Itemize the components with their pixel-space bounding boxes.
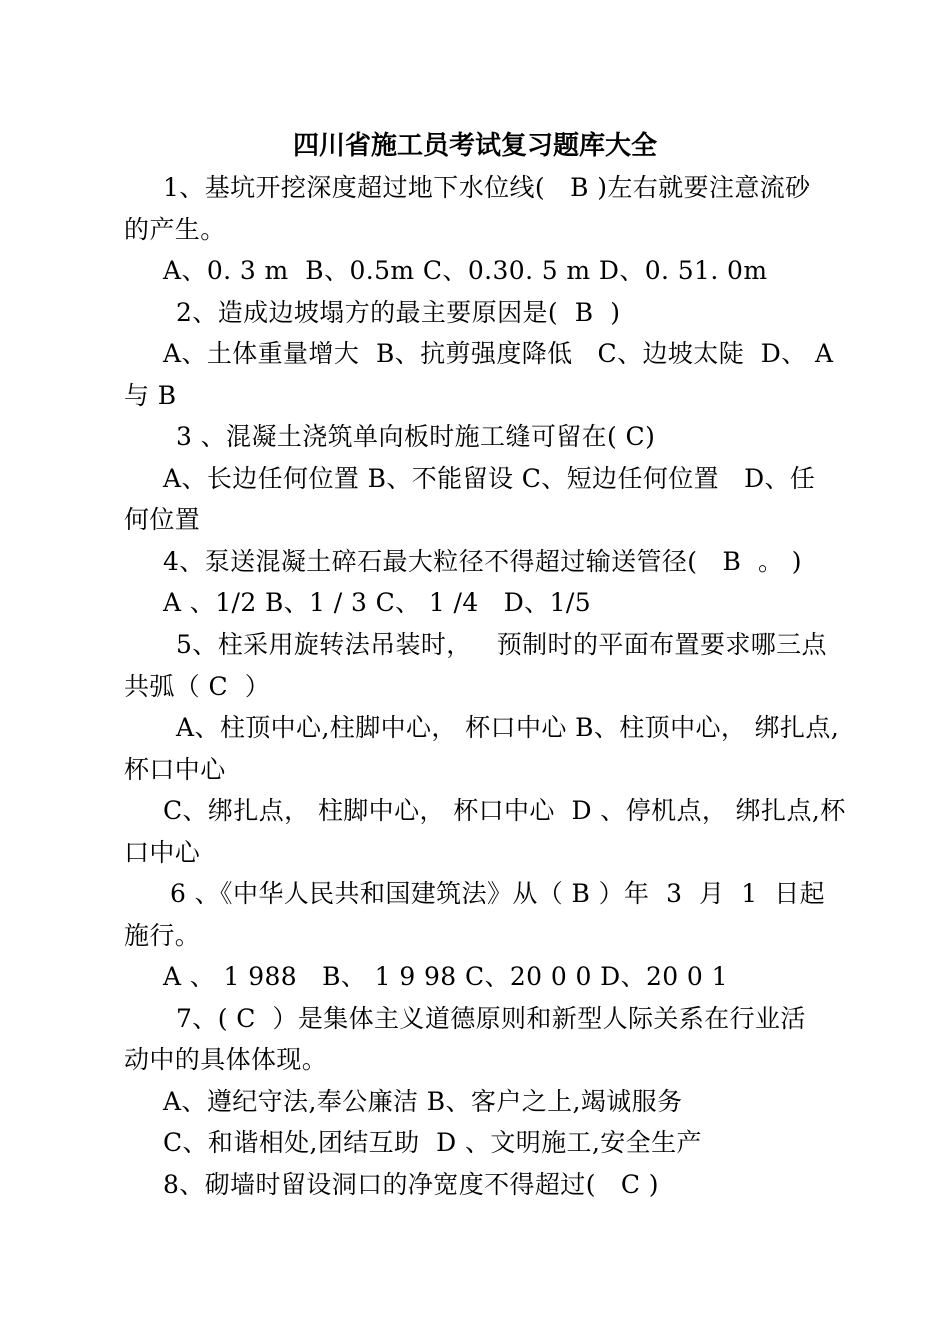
question-6-line-2: 施行。 — [124, 921, 201, 950]
question-6-options: A 、 1 988 B、 1 9 98 C、20 0 0 D、20 0 1 — [163, 962, 728, 991]
question-3-options-line-1: A、长边任何位置 B、不能留设 C、短边任何位置 D、任 — [163, 464, 816, 493]
question-3-options-line-2: 何位置 — [124, 505, 201, 534]
question-2-line-1: 2、造成边坡塌方的最主要原因是( B ) — [176, 298, 621, 327]
question-7-line-2: 动中的具体体现。 — [124, 1045, 328, 1074]
question-5-line-1: 5、柱采用旋转法吊装时， 预制时的平面布置要求哪三点 — [176, 630, 827, 659]
question-7-options-line-1: A、遵纪守法,奉公廉洁 B、客户之上,竭诚服务 — [163, 1087, 683, 1116]
document-title: 四川省施工员考试复习题库大全 — [292, 131, 657, 161]
question-1-options: A、0. 3 m B、0.5m C、0.30. 5 m D、0. 51. 0m — [163, 256, 768, 285]
question-7-line-1: 7、( C ）是集体主义道德原则和新型人际关系在行业活 — [176, 1004, 806, 1033]
question-4-options: A 、1/2 B、1 / 3 C、 1 /4 D、1/5 — [163, 588, 592, 617]
question-5-options-line-1: A、柱顶中心,柱脚中心， 杯口中心 B、柱顶中心， 绑扎点, — [176, 713, 840, 742]
question-2-options-line-2: 与 B — [124, 381, 177, 410]
question-5-options-line-3: C、绑扎点， 柱脚中心， 杯口中心 D 、停机点， 绑扎点,杯 — [163, 796, 846, 825]
question-4-line-1: 4、泵送混凝土碎石最大粒径不得超过输送管径( B 。 ) — [163, 547, 802, 576]
question-5-options-line-2: 杯口中心 — [124, 755, 226, 784]
question-5-line-2: 共弧（ C ） — [124, 672, 271, 701]
question-7-options-line-2: C、和谐相处,团结互助 D 、文明施工,安全生产 — [163, 1128, 702, 1157]
question-2-options-line-1: A、土体重量增大 B、抗剪强度降低 C、边坡太陡 D、 A — [163, 339, 834, 368]
question-8-line-1: 8、砌墙时留设洞口的净宽度不得超过( C ) — [163, 1170, 659, 1199]
question-6-line-1: 6 、《中华人民共和国建筑法》从（ B ）年 3 月 1 日起 — [170, 879, 826, 908]
question-3-line-1: 3 、混凝土浇筑单向板时施工缝可留在( C) — [176, 422, 656, 451]
question-1-line-1: 1、基坑开挖深度超过地下水位线( B )左右就要注意流砂 — [163, 173, 811, 202]
question-1-line-2: 的产生。 — [124, 215, 226, 244]
question-5-options-line-4: 口中心 — [124, 838, 201, 867]
